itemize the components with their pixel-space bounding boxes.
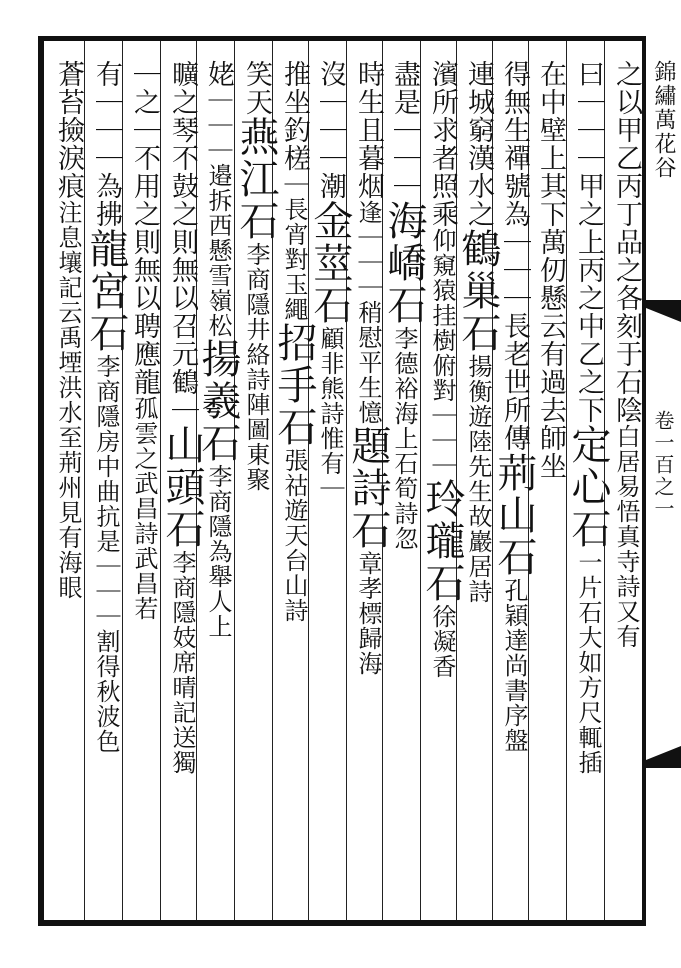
fish-tail-bottom (646, 760, 681, 768)
frame-bottom-border (38, 920, 646, 926)
column-main-text: 蒼苔撿淚痕 (53, 60, 84, 200)
text-column-2 (565, 60, 611, 775)
fish-tail-top (646, 300, 681, 308)
column-main-text: 推坐釣槎 (279, 60, 310, 172)
fish-tail-bottom-triangle (646, 746, 681, 760)
column-annotation: 張祜遊天台山詩 (280, 448, 308, 623)
entry-heading: 招手石 (271, 322, 317, 448)
entry-heading: 金莖石 (307, 200, 353, 326)
frame-top-border (38, 36, 646, 41)
column-main-text: 時生且暮烟 (353, 60, 384, 200)
column-main-text: 盡是｜｜｜ (389, 60, 420, 200)
column-annotation: 李德裕海上石筍詩忽 (390, 326, 418, 551)
column-annotation: 仰窺猿挂樹俯對｜｜｜ (428, 228, 456, 478)
column-main-text: 曠之琴不鼓之則無以召元鶴｜ (167, 60, 198, 424)
column-main-text: ｜之｜不用之則無以聘應龍 (129, 60, 160, 396)
entry-heading: 揚羲石 (195, 338, 241, 464)
block-center-title: 錦繡萬花谷 (651, 60, 676, 180)
fish-tail-top-triangle (646, 308, 681, 322)
column-annotation: 一片石大如方尺輒插 (574, 550, 602, 775)
entry-heading: 定心石 (565, 424, 611, 550)
column-main-text: 連城窮漢水之 (463, 60, 494, 228)
column-annotation: 注息壤記云禹堙洪水至荊州見有海眼 (54, 200, 82, 600)
column-annotation: 顧非熊詩惟有｜ (316, 326, 344, 501)
column-annotation: ｜｜｜邉拆西懸雪嶺松 (204, 88, 232, 338)
block-center-juan-label: 卷一百之一 (651, 410, 675, 520)
column-annotation: ｜長宵對玉繩 (280, 172, 308, 322)
column-main-text: 曰｜｜｜甲之上丙之中乙之下 (573, 60, 604, 424)
text-column-15 (83, 60, 129, 754)
column-annotation: 李商隱為舉人上 (204, 464, 232, 639)
column-main-text: 沒｜｜｜潮 (315, 60, 346, 200)
column-annotation: 孔穎達尚書序盤 (500, 578, 528, 753)
text-column-3 (530, 60, 570, 480)
entry-heading: 玲瓏石 (419, 478, 465, 604)
text-column-12 (195, 60, 241, 639)
text-column-16 (48, 60, 88, 600)
column-annotation: 揚衡遊陸先生故巖居詩 (464, 354, 492, 604)
column-annotation: 李商隱井絡詩陣圖東聚 (242, 242, 270, 492)
column-main-text: 笑天 (241, 60, 272, 116)
column-main-text: 得無生禪號為｜｜｜長老世所傳 (499, 60, 530, 452)
column-main-text: 之以甲乙丙丁品之各刻于石陰 (611, 60, 642, 424)
text-column-10 (271, 60, 317, 623)
entry-heading: 山頭石 (159, 424, 205, 550)
text-column-14 (124, 60, 164, 621)
column-annotation: 李商隱房中曲抗是｜｜｜割得秋波色 (92, 354, 120, 754)
column-annotation: 孤雲之武昌詩武昌若 (130, 396, 158, 621)
entry-heading: 燕江石 (233, 116, 279, 242)
entry-heading: 荊山石 (491, 452, 537, 578)
frame-left-border (38, 36, 44, 926)
entry-heading: 鶴巢石 (455, 228, 501, 354)
text-column-4 (491, 60, 537, 753)
text-column-6 (419, 60, 465, 679)
column-annotation: 李商隱妓席晴記送獨 (168, 550, 196, 775)
column-annotation: 逢｜｜｜稍慰平生憶 (354, 200, 382, 425)
column-main-text: 濱所求者照乘 (427, 60, 458, 228)
column-main-text: 姥 (203, 60, 234, 88)
column-main-text: 有｜｜｜為拂 (91, 60, 122, 228)
column-annotation: 白居易悟真寺詩又有 (612, 424, 640, 649)
entry-heading: 海嶠石 (381, 200, 427, 326)
text-column-1 (606, 60, 646, 649)
entry-heading: 龍宮石 (83, 228, 129, 354)
text-column-13 (159, 60, 205, 775)
text-column-11 (233, 60, 279, 492)
column-annotation: 徐凝香 (428, 604, 456, 679)
column-main-text: 在中壁上其下萬仞懸云有過去師坐 (535, 60, 566, 480)
entry-heading: 題詩石 (345, 425, 391, 551)
text-column-8 (345, 60, 391, 676)
column-annotation: 章孝標歸海 (354, 551, 382, 676)
